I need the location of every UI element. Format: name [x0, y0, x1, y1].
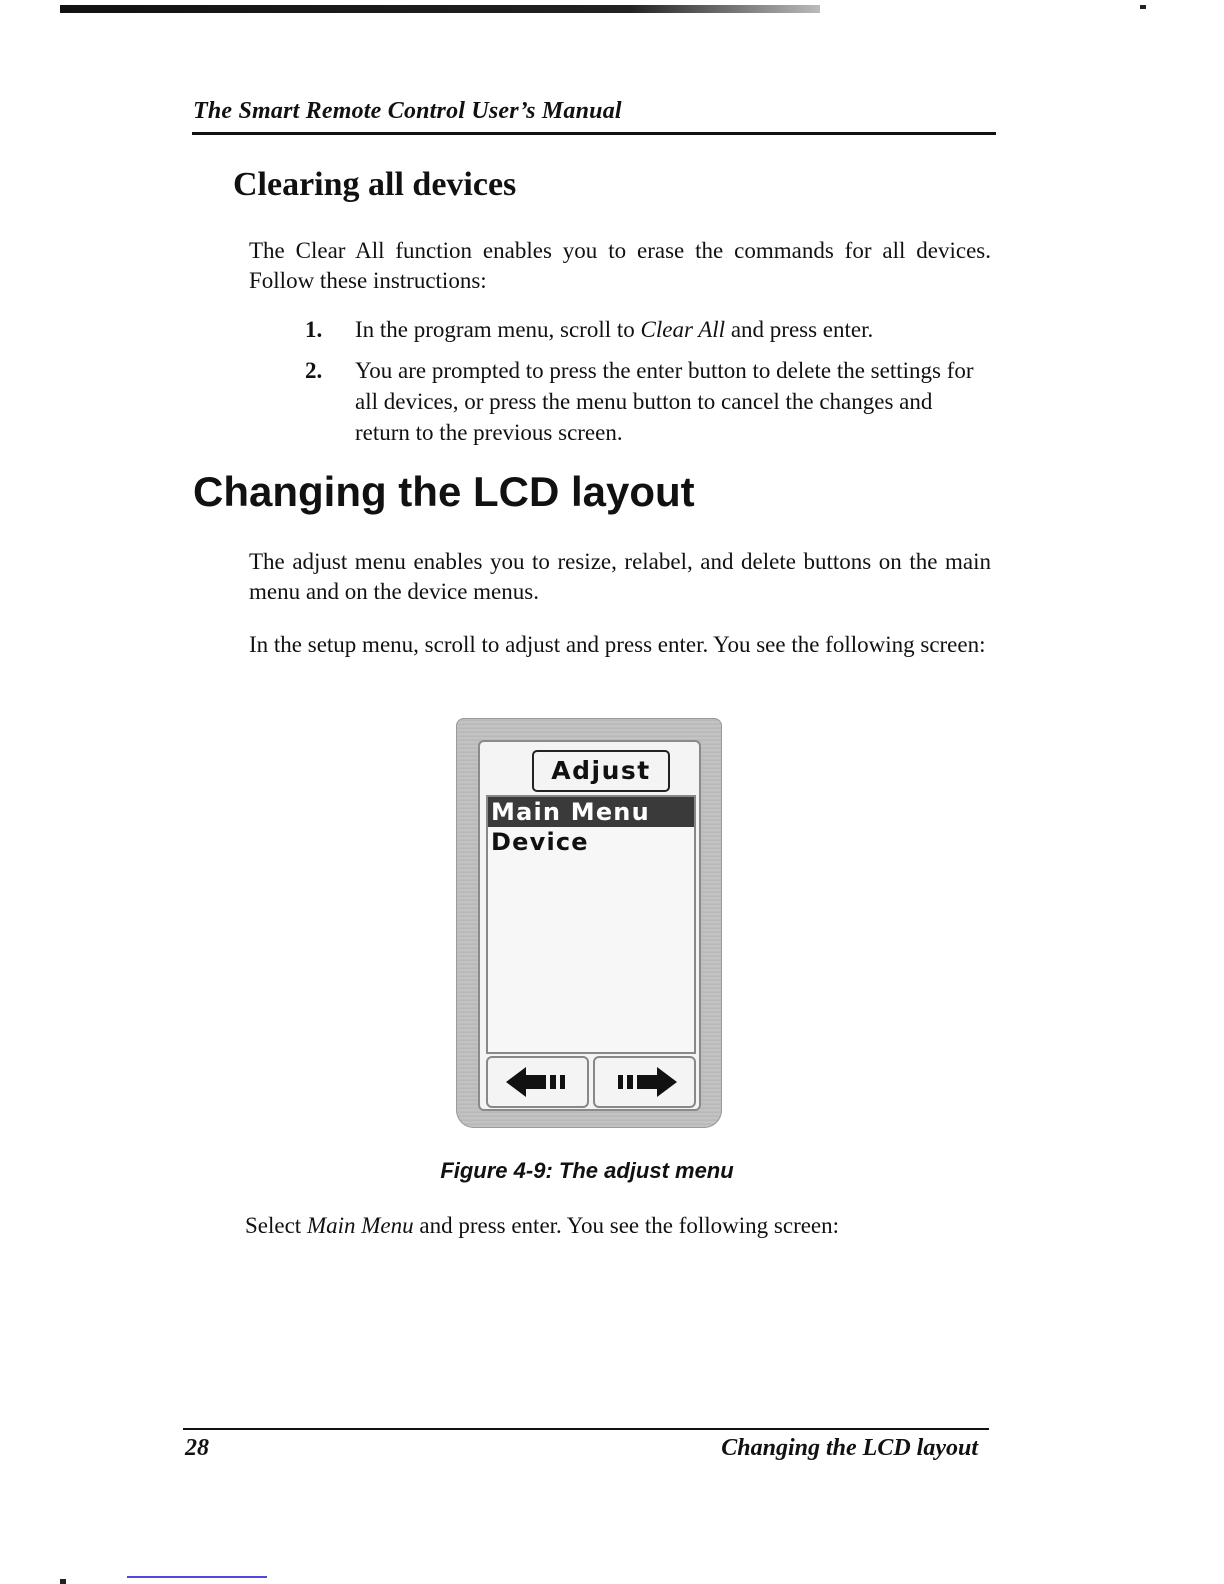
right-arrow-icon — [611, 1065, 679, 1099]
section-heading-clearing: Clearing all devices — [233, 166, 517, 203]
page-number: 28 — [185, 1435, 209, 1461]
lcd-screen — [478, 740, 701, 1111]
step-number: 2. — [305, 358, 323, 383]
scan-speck — [1140, 5, 1146, 9]
figure-caption: Figure 4-9: The adjust menu — [440, 1158, 734, 1183]
scan-edge-mark — [60, 5, 820, 13]
setup-instruction: In the setup menu, scroll to adjust and press enter. You see the following screen: — [249, 632, 986, 657]
step-text: In the program menu, scroll to Clear All and press enter. — [355, 317, 874, 342]
list-item — [305, 355, 975, 448]
menu-term: Main Menu — [306, 1213, 414, 1238]
lcd-menu-list — [486, 795, 696, 1054]
footer-section-title: Changing the LCD layout — [721, 1435, 978, 1461]
scan-speck — [60, 1579, 66, 1584]
left-arrow-icon — [504, 1065, 572, 1099]
adjust-menu-figure — [456, 718, 722, 1128]
select-main-menu-instruction: Select Main Menu and press enter. You see the following screen: — [245, 1213, 840, 1238]
lcd-title: Adjust — [532, 750, 670, 792]
menu-item-main-menu[interactable]: Main Menu — [488, 797, 694, 827]
scan-edge-mark — [127, 1576, 267, 1578]
adjust-menu-description: The adjust menu enables you to resize, relabel, and delete buttons on the main menu and on the device menus. — [249, 549, 991, 604]
header-rule — [192, 132, 996, 135]
step-number: 1. — [305, 317, 323, 342]
previous-button[interactable] — [486, 1056, 589, 1108]
menu-term: Clear All — [640, 317, 726, 342]
footer-rule — [183, 1428, 989, 1430]
step-text: You are prompted to press the enter button to delete the settings for all devices, or press the menu button to cancel the changes and return to the previous screen. — [355, 358, 974, 445]
next-button[interactable] — [593, 1056, 696, 1108]
running-header: The Smart Remote Control User’s Manual — [193, 98, 622, 124]
section-heading-lcd-layout: Changing the LCD layout — [193, 468, 695, 515]
list-item — [305, 314, 975, 345]
clear-all-intro: The Clear All function enables you to erase the commands for all devices. Follow these instructions: — [249, 238, 991, 293]
menu-item-device[interactable]: Device — [491, 828, 589, 856]
instruction-steps — [305, 314, 975, 458]
